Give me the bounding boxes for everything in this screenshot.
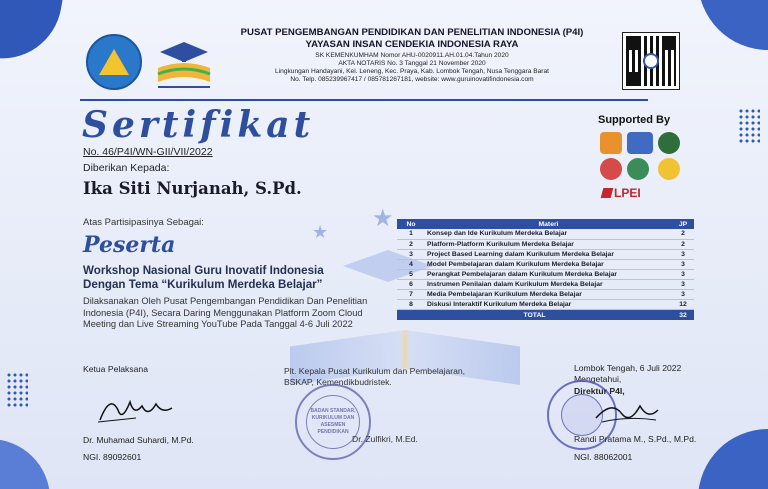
akta-number: AKTA NOTARIS No. 3 Tanggal 21 November 2020 xyxy=(338,60,486,67)
header-divider xyxy=(80,99,648,101)
qr-code xyxy=(622,32,680,90)
table-row: 5 Perangkat Pembelajaran dalam Kurikulum Merdeka Belajar 3 xyxy=(397,269,694,279)
plt-name: Dr. Zulfikri, M.Ed. xyxy=(352,434,418,444)
event-theme: Dengan Tema “Kurikulum Merdeka Belajar” xyxy=(83,278,323,291)
supported-by-title: Supported By xyxy=(598,114,671,126)
leader-signature xyxy=(96,392,176,426)
table-row: 4 Model Pembelajaran dalam Kurikulum Merdeka Belajar 3 xyxy=(397,259,694,269)
table-row: 1 Konsep dan Ide Kurikulum Merdeka Belajar 2 xyxy=(397,229,694,239)
dot-pattern-left xyxy=(6,372,28,408)
table-row: 7 Media Pembelajaran Kurikulum Merdeka Belajar 3 xyxy=(397,290,694,300)
header-materi: Materi xyxy=(425,219,672,229)
leader-nip: NGI. 89092601 xyxy=(83,452,142,462)
recipient-name: Ika Siti Nurjanah, S.Pd. xyxy=(83,179,302,198)
bskap-stamp: BADAN STANDAR, KURIKULUM DAN ASESMEN PENDIDIKAN xyxy=(295,384,371,460)
total-value: 32 xyxy=(672,310,694,320)
sponsor-logo xyxy=(600,132,622,154)
director-name: Randi Pratama M., S.Pd., M.Pd. xyxy=(574,434,697,444)
sponsor-logo xyxy=(627,158,649,180)
star-icon: ★ xyxy=(312,222,329,242)
tut-wuri-handayani-logo xyxy=(86,34,142,90)
header-jp: JP xyxy=(672,219,694,229)
event-description: Dilaksanakan Oleh Pusat Pengembangan Pendidikan Dan Penelitian Indonesia (P4I), Secara Daring Menggunakan Platform Zoom Cloud Meeting dan Live Streaming YouTube Pada Tanggal 4-6 Juli 2022 xyxy=(83,296,368,329)
organization-header xyxy=(222,27,602,83)
sponsor-logo xyxy=(600,158,622,180)
table-header-row xyxy=(397,219,694,229)
table-row: 3 Project Based Learning dalam Kurikulum Merdeka Belajar 3 xyxy=(397,249,694,259)
certificate-number: No. 46/P4I/WN-GII/VII/2022 xyxy=(83,146,213,158)
sk-number: SK KEMENKUMHAM Nomor AHU-0020911.AH.01.04.Tahun 2020 xyxy=(315,52,509,59)
total-label: TOTAL xyxy=(397,310,672,320)
place-date: Lombok Tengah, 6 Juli 2022 Mengetahui, xyxy=(574,363,682,384)
participant-role: Peserta xyxy=(83,232,176,258)
corner-decoration-bottom-left xyxy=(0,439,50,489)
corner-decoration-bottom-right xyxy=(698,429,768,489)
corner-decoration-top-left xyxy=(0,0,68,68)
material-table xyxy=(397,219,694,320)
given-to-label: Diberikan Kepada: xyxy=(83,162,170,174)
sponsor-logo xyxy=(627,132,653,154)
director-signature xyxy=(592,398,662,428)
header-no: No xyxy=(397,219,425,229)
leader-label: Ketua Pelaksana xyxy=(83,364,148,374)
star-icon: ★ xyxy=(372,205,394,232)
dot-pattern-right xyxy=(738,108,760,144)
plt-title: Plt. Kepala Pusat Kurikulum dan Pembelajaran, BSKAP, Kemendikbudristek. xyxy=(284,366,466,387)
table-total-row xyxy=(397,310,694,320)
corner-decoration-top-right xyxy=(698,0,768,50)
table-row: 2 Platform-Platform Kurikulum Merdeka Belajar 2 xyxy=(397,239,694,249)
sponsor-logo xyxy=(658,132,680,154)
address: Lingkungan Handayani, Kel. Leneng, Kec. Praya, Kab. Lombok Tengah, Nusa Tenggara Barat xyxy=(275,68,549,75)
sponsor-logo xyxy=(658,158,680,180)
certificate-title: Sertifikat xyxy=(82,104,315,146)
contact-info: No. Telp. 085239967417 / 085781267181, website: www.guruinovatifindonesia.com xyxy=(290,76,534,83)
director-nip: NGI. 88062001 xyxy=(574,452,633,462)
foundation-name: YAYASAN INSAN CENDEKIA INDONESIA RAYA xyxy=(305,39,519,50)
lpei-logo: LPEI xyxy=(602,186,641,200)
p4i-logo xyxy=(152,38,216,92)
event-title: Workshop Nasional Guru Inovatif Indonesia xyxy=(83,264,324,277)
director-label: Direktur P4I, xyxy=(574,386,625,396)
acknowledged-label: Mengetahui, xyxy=(574,374,622,384)
table-row: 8 Diskusi Interaktif Kurikulum Merdeka Belajar 12 xyxy=(397,300,694,310)
participation-label: Atas Partisipasinya Sebagai: xyxy=(83,217,204,228)
table-row: 6 Instrumen Penilaian dalam Kurikulum Merdeka Belajar 3 xyxy=(397,279,694,289)
organization-name: PUSAT PENGEMBANGAN PENDIDIKAN DAN PENELITIAN INDONESIA (P4I) xyxy=(240,27,584,38)
leader-name: Dr. Muhamad Suhardi, M.Pd. xyxy=(83,435,194,445)
